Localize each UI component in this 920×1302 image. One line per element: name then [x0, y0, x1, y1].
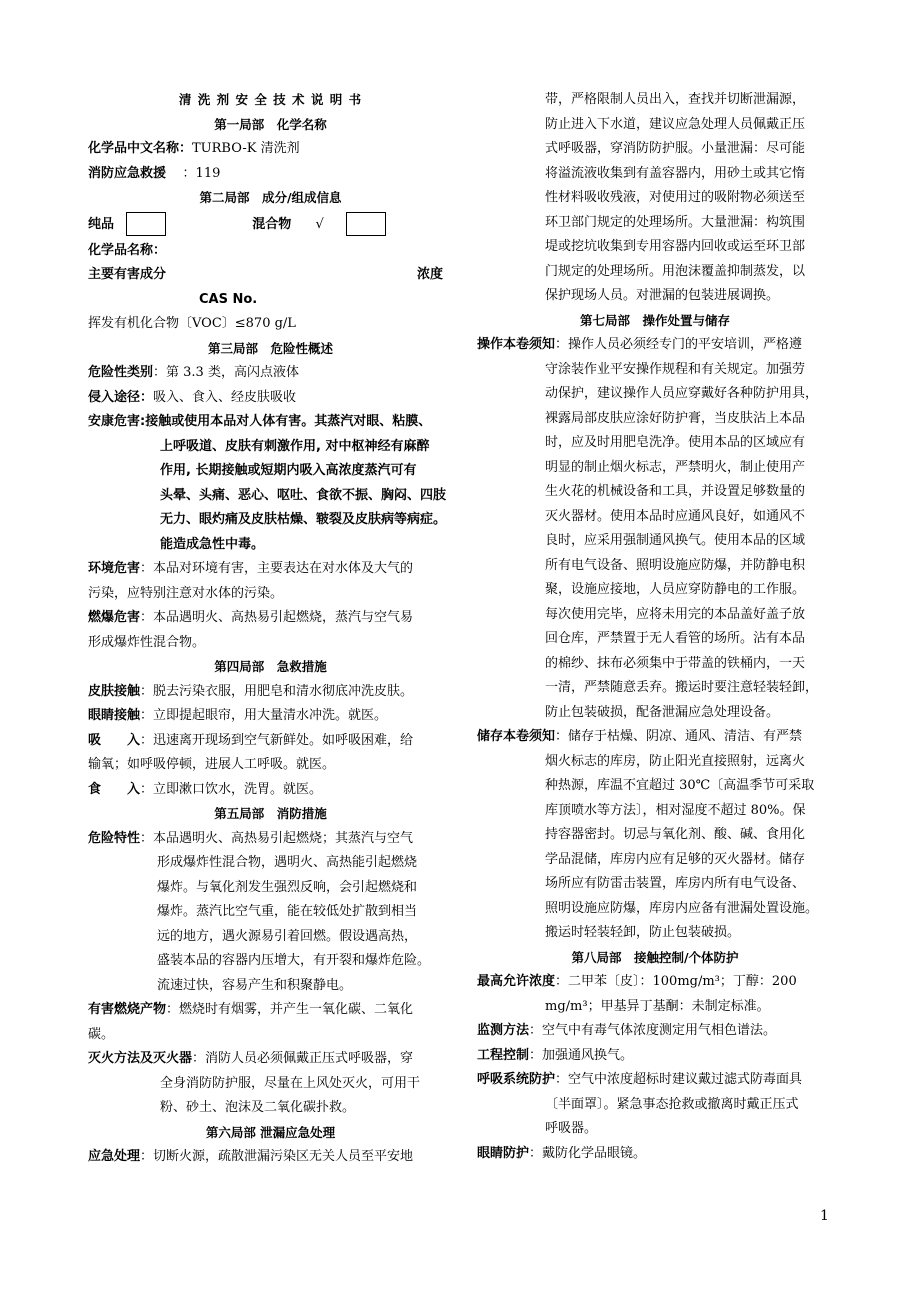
max-allowed-concentration: 最高允许浓度：二甲苯〔皮〕：100mg/m³；丁醇：200 — [477, 974, 797, 989]
emergency-handling-line: 门规定的处理场所。用泡沫覆盖抑制蒸发，以 — [545, 263, 806, 279]
danger-property-line: 流速过快，容易产生和积聚静电。 — [157, 977, 353, 993]
monitoring-method: 监测方法：空气中有毒气体浓度测定用气相色谱法。 — [477, 1023, 777, 1038]
section-8-heading: 第八局部 接触控制/个体防护 — [571, 949, 739, 965]
operation-notes-line: 良时，应采用强制通风换气。使用本品的区域 — [545, 533, 806, 548]
explosion-hazard-line: 形成爆炸性混合物。 — [88, 634, 206, 650]
environment-hazard: 环境危害：本品对环境有害，主要表达在对水体及大气的 — [88, 561, 414, 576]
operation-notes-line: 生火花的机械设备和工具，并设置足够数量的 — [545, 484, 806, 499]
combustion-products: 有害燃烧产物：燃烧时有烟雾，并产生一氧化碳、二氧化 — [88, 1002, 414, 1017]
extinguish-method-line: 全身消防防护服，尽量在上风处灭火，可用干 — [160, 1075, 421, 1091]
engineering-control: 工程控制：加强通风换气。 — [477, 1047, 634, 1063]
storage-notes-line: 持容器密封。切忌与氧化剂、酸、碱、食用化 — [545, 827, 806, 842]
eye-contact: 眼睛接触：立即提起眼帘，用大量清水冲洗。就医。 — [88, 708, 388, 723]
inhalation-line: 输氧；如呼吸停顿，进展人工呼吸。就医。 — [88, 757, 336, 772]
right-column — [477, 88, 833, 1166]
danger-property-line: 爆炸。蒸汽比空气重，能在较低处扩散到相当 — [157, 904, 418, 919]
environment-hazard-line: 污染，应特别注意对水体的污染。 — [88, 585, 284, 601]
operation-notes-line: 裸露局部皮肤应涂好防护膏，当皮肤沾上本品 — [545, 410, 806, 426]
cas-label: CAS No. — [199, 291, 258, 307]
operation-notes-line: 回仓库，严禁置于无人看管的场所。沾有本品 — [545, 631, 806, 646]
storage-notes-line: 照明设施应防爆，库房内应备有泄漏处置设施。 — [545, 900, 819, 916]
section-4-heading: 第四局部 急救措施 — [214, 659, 327, 674]
operation-notes-line: 防止包装破损，配备泄漏应急处理设备。 — [545, 704, 780, 720]
pure-mixture-row: 纯品 混合物 √ — [88, 211, 453, 239]
health-hazard-line: 作用, 长期接触或短期内吸入高浓度蒸汽可有 — [160, 463, 417, 478]
section-7-heading: 第七局部 操作处置与储存 — [579, 312, 730, 328]
health-hazard-line: 上呼吸道、皮肤有刺激作用, 对中枢神经有麻醉 — [160, 438, 430, 454]
operation-notes-line: 守涂装作业平安操作规程和有关规定。加强劳 — [545, 361, 806, 377]
storage-notes: 储存本卷须知：储存于枯燥、阴凉、通风、清洁、有严禁 — [477, 729, 803, 744]
health-hazard-line: 头晕、头痛、恶心、呕吐、食欲不振、胸闷、四肢 — [160, 487, 447, 503]
operation-notes-line: 一清，严禁随意丢弃。搬运时要注意轻装轻卸， — [545, 680, 819, 695]
operation-notes-line: 明显的制止烟火标志，严禁明火，制止使用产 — [545, 459, 806, 475]
page-number: 1 — [820, 1208, 829, 1224]
emergency-handling-line: 性材料吸收残液，对使用过的吸附物必须送至 — [545, 190, 806, 205]
voc-line: 挥发有机化合物〔VOC〕≤870 g/L — [88, 316, 296, 331]
operation-notes-line: 灭火器材。使用本品时应通风良好，如通风不 — [545, 508, 806, 524]
danger-property-line: 远的地方，遇火源易引着回燃。假设遇高热， — [157, 928, 418, 944]
health-hazard: 安康危害:接触或使用本品对人体有害。其蒸汽对眼、粘膜、 — [88, 414, 432, 429]
operation-notes: 操作本卷须知：操作人员必须经专门的平安培训，严格遵 — [477, 337, 803, 352]
respiratory-protection-line: 呼吸器。 — [545, 1121, 598, 1136]
mixture-checkmark: √ — [315, 216, 324, 232]
emergency-handling-line: 堤或挖坑收集到专用容器内回收或运至环卫部 — [545, 239, 806, 254]
hazard-class: 危险性类别：第 3.3 类，高闪点液体 — [88, 365, 299, 380]
health-hazard-line: 无力、眼灼痛及皮肤枯燥、皲裂及皮肤病等病症。 — [160, 512, 447, 527]
document-title: 清 洗 剂 安 全 技 术 说 明 书 — [178, 92, 363, 107]
section-5-heading: 第五局部 消防措施 — [214, 806, 327, 821]
emergency-handling-line: 环卫部门规定的处理场所。大量泄漏：构筑围 — [545, 214, 806, 230]
left-column — [88, 88, 453, 1170]
danger-property-line: 爆炸。与氧化剂发生强烈反响，会引起燃烧和 — [157, 879, 418, 895]
main-harmful-row: 主要有害成分 浓度 — [88, 267, 443, 282]
extinguish-method-line: 粉、砂土、泡沫及二氧化碳扑救。 — [160, 1100, 356, 1115]
respiratory-protection-line: 〔半面罩〕。紧急事态抢救或撤离时戴正压式 — [545, 1096, 799, 1112]
mixture-checkbox — [346, 212, 386, 236]
operation-notes-line: 每次使用完毕，应将未用完的本品盖好盖子放 — [545, 606, 806, 622]
operation-notes-line: 的棉纱、抹布必须集中于带盖的铁桶内，一天 — [545, 655, 806, 671]
respiratory-protection: 呼吸系统防护：空气中浓度超标时建议戴过滤式防毒面具 — [477, 1072, 803, 1087]
explosion-hazard: 燃爆危害：本品遇明火、高热易引起燃烧，蒸汽与空气易 — [88, 610, 414, 625]
emergency-handling-line: 将溢流液收集到有盖容器内，用砂土或其它惰 — [545, 165, 806, 181]
section-3-heading: 第三局部 危险性概述 — [207, 340, 333, 356]
eye-protection: 眼睛防护：戴防化学品眼镜。 — [477, 1145, 647, 1161]
storage-notes-line: 搬运时轻装轻卸，防止包装破损。 — [545, 925, 741, 940]
combustion-products-line: 碳。 — [88, 1026, 115, 1042]
extinguish-method: 灭火方法及灭火器：消防人员必须佩戴正压式呼吸器，穿 — [88, 1051, 414, 1066]
storage-notes-line: 烟火标志的库房，防止阳光直接照射，远离火 — [545, 753, 806, 769]
storage-notes-line: 种热源，库温不宜超过 30℃〔高温季节可采取 — [545, 778, 815, 793]
emergency-handling-line: 带，严格限制人员出入，查找并切断泄漏源， — [545, 92, 806, 107]
ingestion: 食 入：立即漱口饮水，洗胃。就医。 — [88, 781, 323, 797]
operation-notes-line: 动保护，建议操作人员应穿戴好各种防护用具， — [545, 386, 819, 401]
emergency-handling-line: 保护现场人员。对泄漏的包装进展调换。 — [545, 288, 780, 303]
skin-contact: 皮肤接触：脱去污染衣服，用肥皂和清水彻底冲洗皮肤。 — [88, 683, 414, 699]
danger-property: 危险特性：本品遇明火、高热易引起燃烧；其蒸汽与空气 — [88, 830, 414, 846]
chemical-cn-name: 化学品中文名称：TURBO-K 清洗剂 — [88, 141, 300, 156]
max-allowed-concentration-line: mg/m³；甲基异丁基酮：未制定标准。 — [545, 998, 770, 1014]
operation-notes-line: 聚，设施应接地，人员应穿防静电的工作服。 — [545, 582, 806, 597]
inhalation: 吸 入：迅速离开现场到空气新鲜处。如呼吸困难，给 — [88, 732, 414, 748]
fire-emergency: 消防应急救援 ：119 — [88, 165, 221, 181]
emergency-handling-line: 式呼吸器，穿消防防护服。小量泄漏：尽可能 — [545, 141, 806, 156]
emergency-handling: 应急处理：切断火源，疏散泄漏污染区无关人员至平安地 — [88, 1149, 414, 1164]
operation-notes-line: 所有电气设备、照明设施应防爆，并防静电积 — [545, 557, 806, 573]
entry-route: 侵入途径：吸入、食入、经皮肤吸收 — [88, 389, 297, 405]
section-1-heading: 第一局部 化学名称 — [214, 116, 327, 132]
section-2-heading: 第二局部 成分/组成信息 — [199, 190, 342, 205]
health-hazard-line: 能造成急性中毒。 — [160, 536, 265, 552]
danger-property-line: 盛装本品的容器内压增大，有开裂和爆炸危险。 — [157, 953, 431, 968]
pure-checkbox — [126, 212, 166, 236]
storage-notes-line: 学品混储，库房内应有足够的灭火器材。储存 — [545, 851, 806, 867]
chemical-name-label: 化学品名称： — [88, 242, 167, 258]
storage-notes-line: 库顶喷水等方法〕，相对湿度不超过 80%。保 — [545, 802, 806, 818]
operation-notes-line: 时，应及时用肥皂洗净。使用本品的区域应有 — [545, 435, 806, 450]
danger-property-line: 形成爆炸性混合物，遇明火、高热能引起燃烧 — [157, 855, 418, 870]
section-6-heading: 第六局部 泄漏应急处理 — [205, 1124, 336, 1140]
emergency-handling-line: 防止进入下水道，建议应急处理人员佩戴正压 — [545, 116, 806, 132]
storage-notes-line: 场所应有防雷击装置，库房内所有电气设备、 — [545, 876, 806, 891]
